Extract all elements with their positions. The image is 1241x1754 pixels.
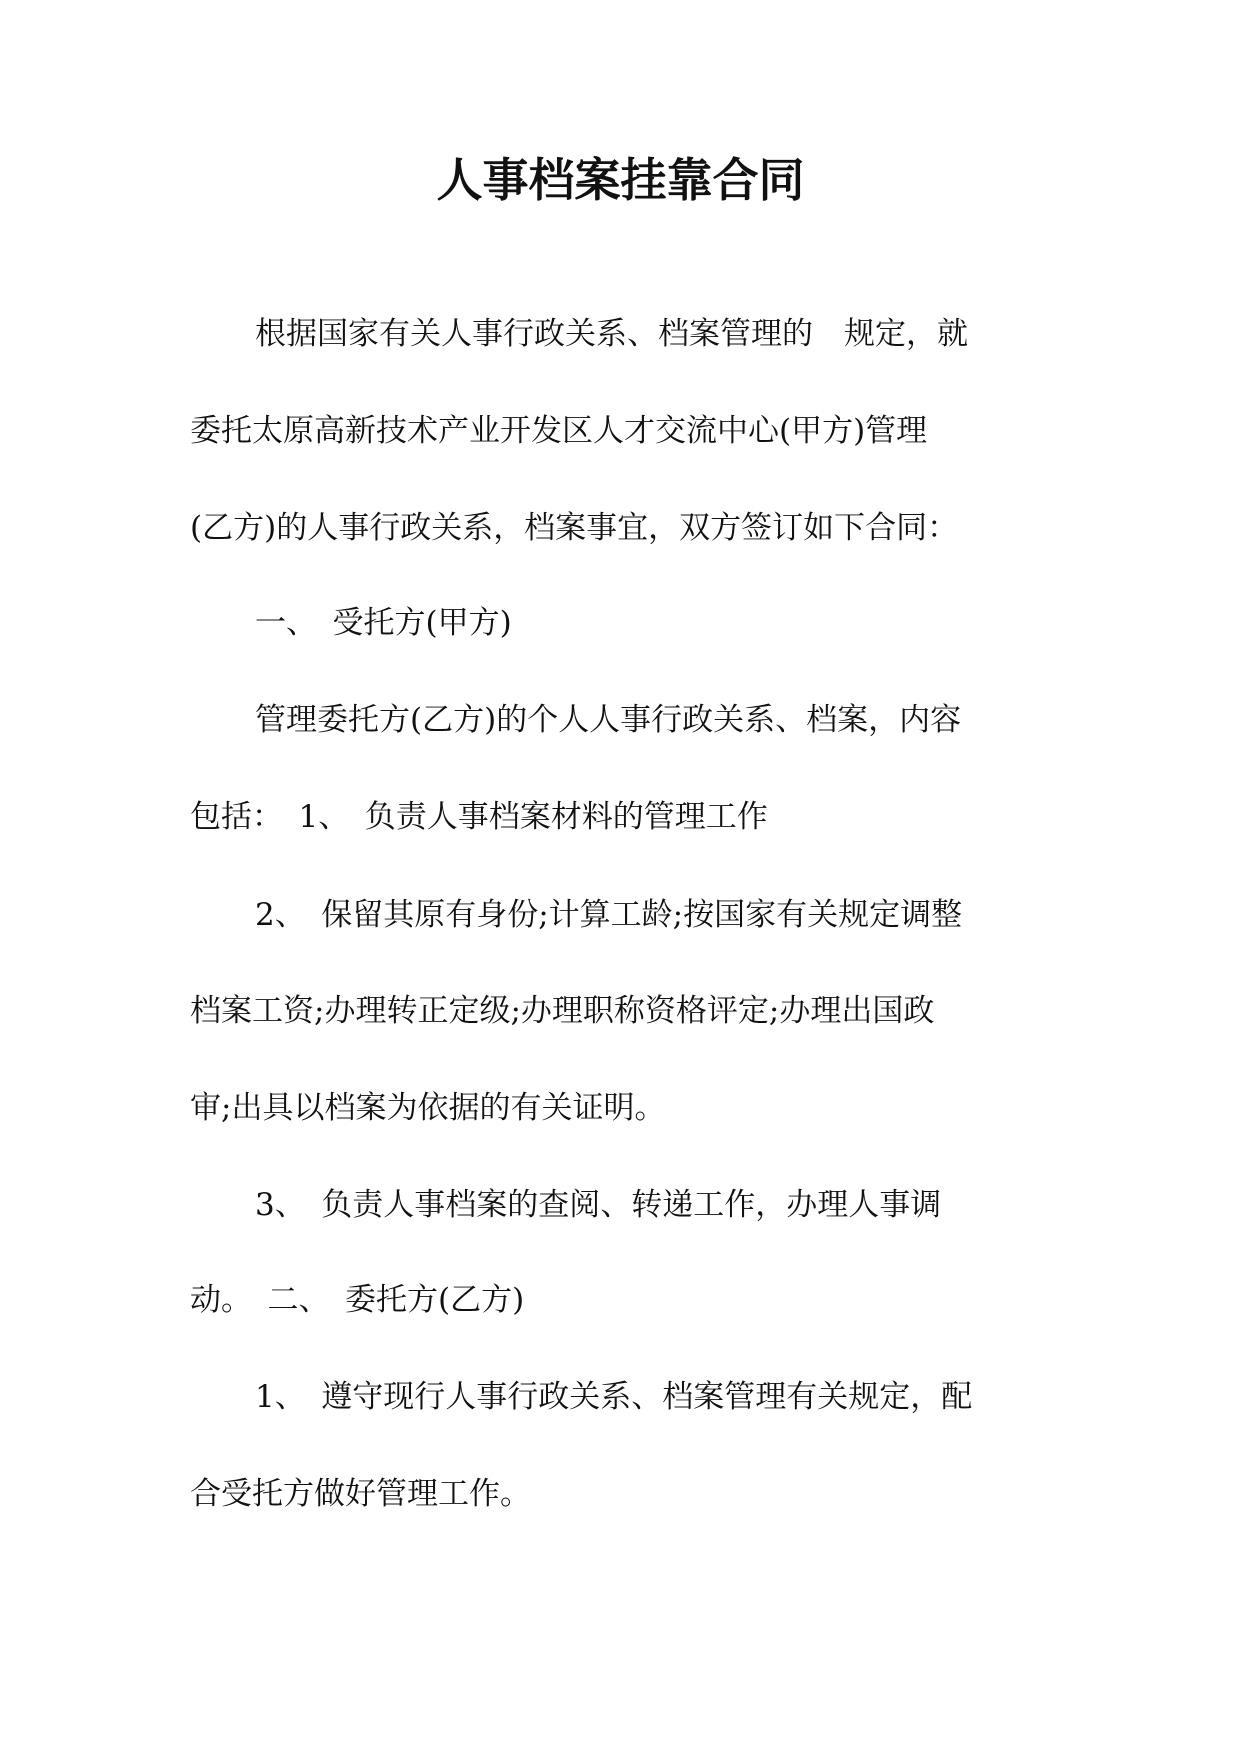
paragraph-line: 1、 遵守现行人事行政关系、档案管理有关规定，配 xyxy=(255,1379,973,1415)
paragraph-line: 根据国家有关人事行政关系、档案管理的 规定，就 xyxy=(255,316,968,352)
paragraph-line: 2、 保留其原有身份;计算工龄;按国家有关规定调整 xyxy=(255,897,963,933)
paragraph-line: 档案工资;办理转正定级;办理职称资格评定;办理出国政 xyxy=(190,993,935,1029)
section-heading: 一、 受托方(甲方) xyxy=(255,605,512,641)
paragraph-line: 动。 二、 委托方(乙方) xyxy=(190,1282,525,1318)
document-title: 人事档案挂靠合同 xyxy=(436,153,805,207)
paragraph-line: (乙方)的人事行政关系，档案事宜，双方签订如下合同： xyxy=(190,510,959,546)
paragraph-line: 包括： 1、 负责人事档案材料的管理工作 xyxy=(190,799,768,835)
paragraph-line: 3、 负责人事档案的查阅、转递工作，办理人事调 xyxy=(255,1187,942,1223)
paragraph-line: 委托太原高新技术产业开发区人才交流中心(甲方)管理 xyxy=(190,413,928,449)
paragraph-line: 管理委托方(乙方)的个人人事行政关系、档案，内容 xyxy=(255,702,962,738)
paragraph-line: 审;出具以档案为依据的有关证明。 xyxy=(190,1090,666,1126)
paragraph-line: 合受托方做好管理工作。 xyxy=(190,1476,531,1512)
